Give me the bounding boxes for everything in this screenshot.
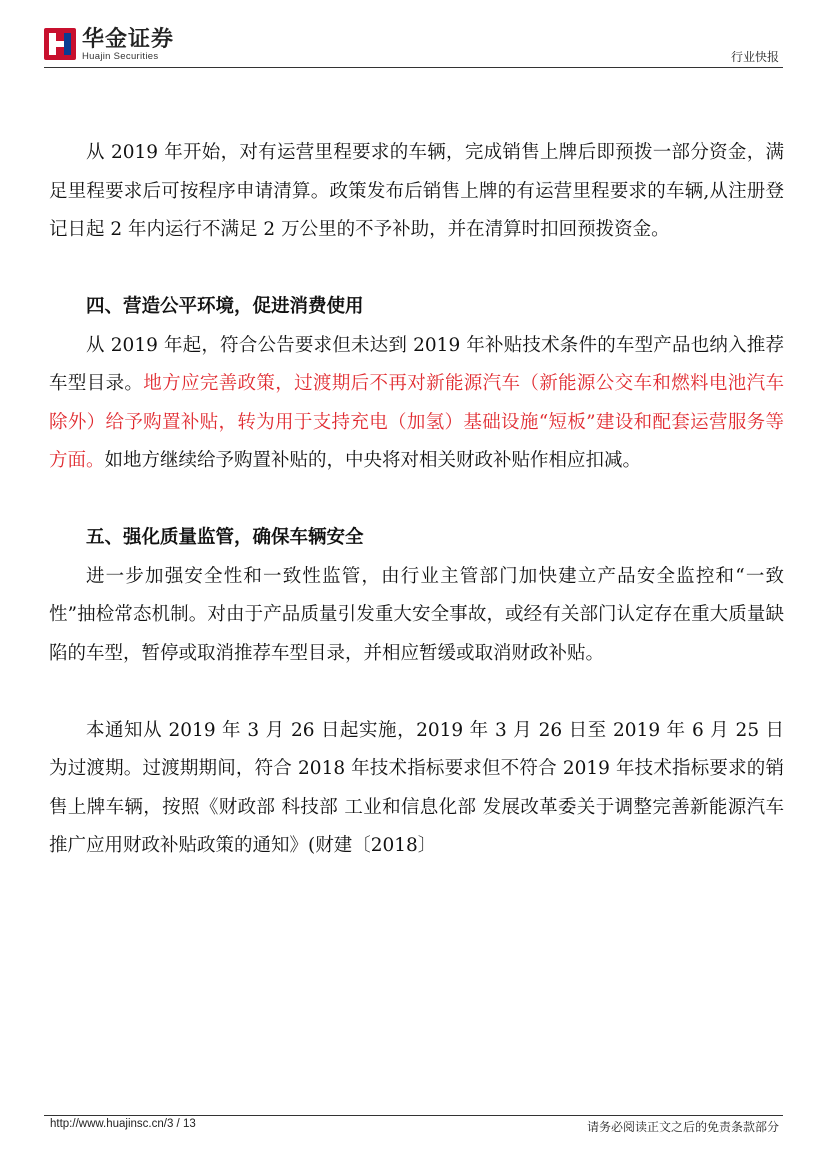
footer-divider [44,1115,783,1116]
report-type-label: 行业快报 [730,50,779,64]
section-heading-5: 五、强化质量监管，确保车辆安全 [86,527,364,548]
paragraph-text: 从 2019 年起，符合公告要求但未达到 2019 年补贴技术条件的车型产品也纳入推荐车型目录。 [49,334,784,394]
paragraph-quality-supervision: 进一步加强安全性和一致性监管，由行业主管部门加快建立产品安全监控和“一致性”抽检常态机制。对由于产品质量引发重大安全事故，或经有关部门认定存在重大质量缺陷的车型，暂停或取消推荐车型目录，并相应暂缓或取消财政补贴。 [49,565,784,664]
logo-name-en: Huajin Securities [82,51,159,62]
header-divider [44,67,783,68]
paragraph-fair-environment [49,327,784,481]
section-heading-4: 四、营造公平环境，促进消费使用 [86,296,364,317]
page-header [0,0,827,70]
document-body [49,134,784,866]
company-logo [44,28,184,64]
paragraph-effective-date: 本通知从 2019 年 3 月 26 日起实施，2019 年 3 月 26 日至 2019 年 6 月 25 日为过渡期。过渡期期间，符合 2018 年技术指标要求但不符合 2019 年技术指标要求的销售上牌车辆，按照《财政部 科技部 工业和信息化部 发展改革委关于调整完善新能源汽车推广应用财政补贴政策的通知》(财建〔2018〕 [49,719,784,856]
footer-url-page: http://www.huajinsc.cn/3 / 13 [50,1118,196,1130]
paragraph-text: 如地方继续给予购置补贴的，中央将对相关财政补贴作相应扣减。 [104,450,642,471]
highlighted-text: 地方应完善政策，过渡期后不再对新能源汽车（新能源公交车和燃料电池汽车除外）给予购置补贴，转为用于支持充电（加氢）基础设施“短板”建设和配套运营服务等方面。 [49,373,784,471]
logo-name-cn: 华金证券 [82,27,175,52]
footer-disclaimer: 请务必阅读正文之后的免责条款部分 [586,1120,779,1134]
paragraph-mileage-requirement: 从 2019 年开始，对有运营里程要求的车辆，完成销售上牌后即预拨一部分资金，满足里程要求后可按程序申请清算。政策发布后销售上牌的有运营里程要求的车辆,从注册登记日起 2 年内运行不满足 2 万公里的不予补助，并在清算时扣回预拨资金。 [49,142,784,240]
logo-mark-icon [44,28,76,60]
